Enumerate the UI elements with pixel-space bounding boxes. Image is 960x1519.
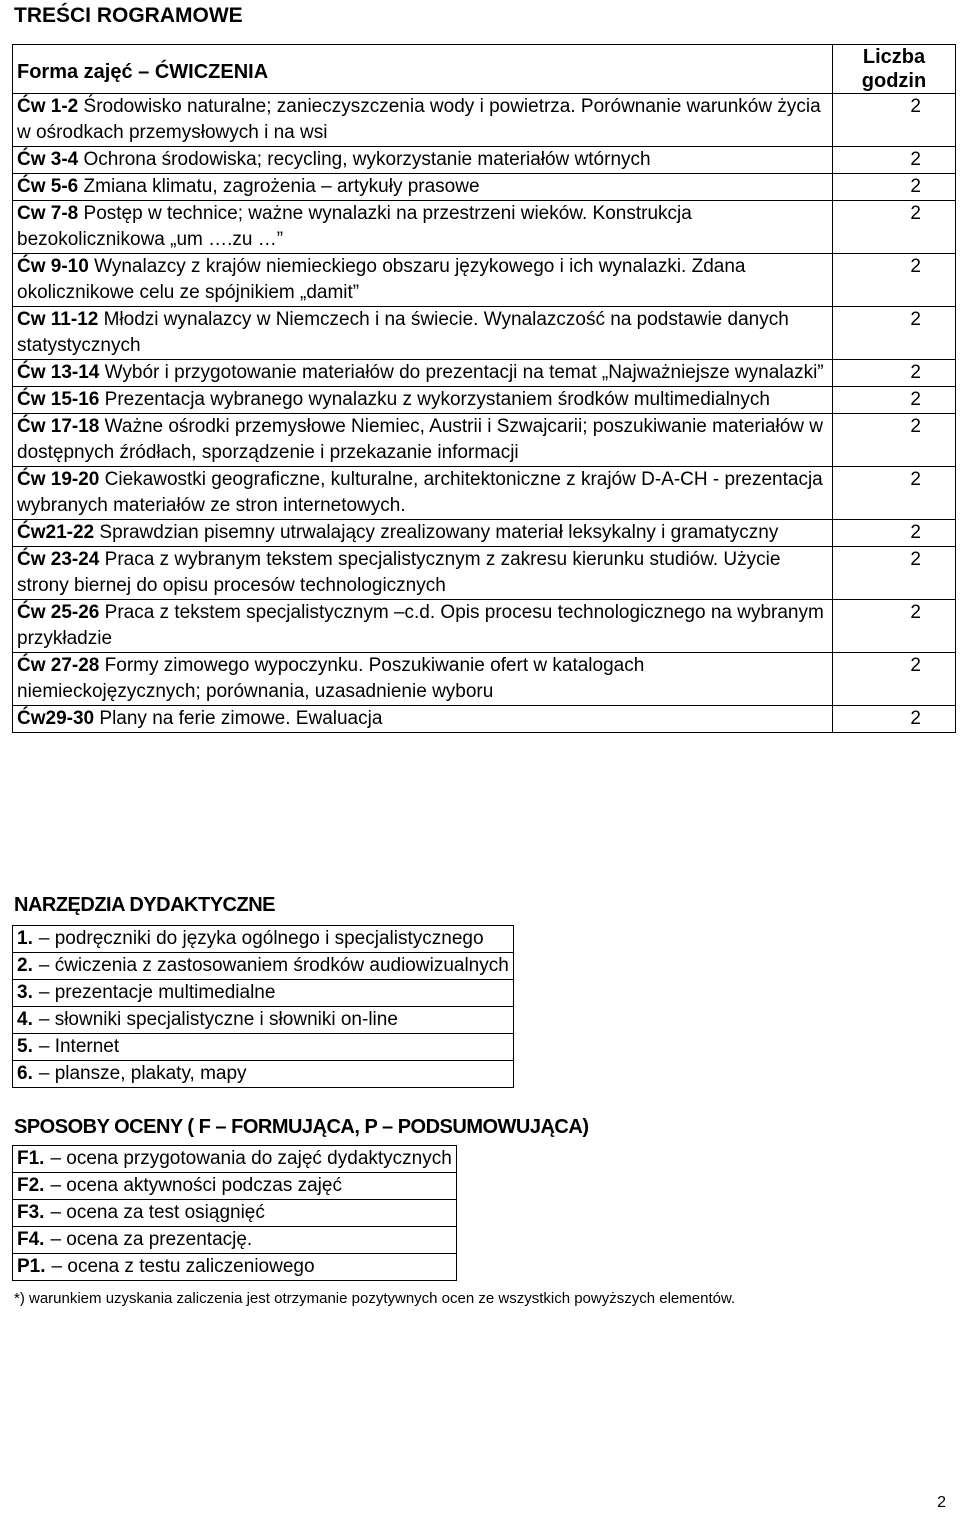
item-text: – słowniki specjalistyczne i słowniki on-line xyxy=(38,1009,398,1030)
class-code: Cw 11-12 xyxy=(17,309,99,330)
class-code: Ćw21-22 xyxy=(17,522,95,543)
class-code: Ćw 3-4 xyxy=(17,149,79,170)
hours-cell: 2 xyxy=(833,94,956,147)
class-code: Ćw 23-24 xyxy=(17,549,100,570)
item-text: – ocena za prezentację. xyxy=(50,1229,253,1250)
topic-cell xyxy=(13,360,833,387)
topic-cell xyxy=(13,653,833,706)
topic-text: Ważne ośrodki przemysłowe Niemiec, Austrii i Szwajcarii; poszukiwanie materiałów w dostępnych źródłach, sporządzenie i przekazanie informacji xyxy=(17,416,824,463)
tool-row xyxy=(13,980,514,1007)
class-code: Ćw 1-2 xyxy=(17,96,79,117)
hours-cell: 2 xyxy=(833,600,956,653)
hours-cell: 2 xyxy=(833,547,956,600)
topic-cell xyxy=(13,600,833,653)
table-row xyxy=(13,254,956,307)
program-table xyxy=(12,44,956,733)
list-item xyxy=(13,1200,457,1227)
table-row xyxy=(13,653,956,706)
table-row xyxy=(13,360,956,387)
item-text: – plansze, plakaty, mapy xyxy=(38,1063,247,1084)
item-number: P1. xyxy=(17,1256,46,1277)
table-row xyxy=(13,547,956,600)
assessment-heading: SPOSOBY OCENY ( F – FORMUJĄCA, P – PODSUMOWUJĄCA) xyxy=(14,1116,589,1138)
hours-cell: 2 xyxy=(833,307,956,360)
item-number: F4. xyxy=(17,1229,45,1250)
topic-cell xyxy=(13,467,833,520)
topic-text: Formy zimowego wypoczynku. Poszukiwanie ofert w katalogach niemieckojęzycznych; porównania, uzasadnienie wyboru xyxy=(17,655,645,702)
item-text: – ocena przygotowania do zajęć dydaktycznych xyxy=(50,1148,452,1169)
list-item xyxy=(13,1173,457,1200)
table-row xyxy=(13,201,956,254)
topic-cell xyxy=(13,387,833,414)
class-code: Ćw29-30 xyxy=(17,708,95,729)
class-code: Ćw 5-6 xyxy=(17,176,79,197)
assessment-list xyxy=(12,1145,457,1281)
table-row xyxy=(13,307,956,360)
table-row xyxy=(13,147,956,174)
table-header-row xyxy=(13,45,956,94)
topic-text: Zmiana klimatu, zagrożenia – artykuły prasowe xyxy=(83,176,480,197)
tool-row xyxy=(13,1007,514,1034)
hours-cell: 2 xyxy=(833,520,956,547)
list-item xyxy=(13,953,514,980)
tool-row xyxy=(13,953,514,980)
assessment-row xyxy=(13,1200,457,1227)
form-label: Forma zajęć – ĆWICZENIA xyxy=(13,45,833,94)
topic-text: Praca z tekstem specjalistycznym –c.d. Opis procesu technologicznego na wybranym przykładzie xyxy=(17,602,824,649)
table-row xyxy=(13,706,956,733)
hours-cell: 2 xyxy=(833,360,956,387)
item-text: – ocena aktywności podczas zajęć xyxy=(50,1175,342,1196)
item-text: – prezentacje multimedialne xyxy=(38,982,276,1003)
item-number: 4. xyxy=(17,1009,33,1030)
topic-cell xyxy=(13,520,833,547)
class-code: Ćw 17-18 xyxy=(17,416,100,437)
topic-text: Wybór i przygotowanie materiałów do prezentacji na temat „Najważniejsze wynalazki” xyxy=(104,362,824,383)
topic-cell xyxy=(13,201,833,254)
hours-cell: 2 xyxy=(833,653,956,706)
item-text: – Internet xyxy=(38,1036,120,1057)
topic-cell xyxy=(13,147,833,174)
assessment-row xyxy=(13,1254,457,1281)
class-code: Ćw 27-28 xyxy=(17,655,100,676)
hours-cell: 2 xyxy=(833,174,956,201)
assessment-row xyxy=(13,1173,457,1200)
item-text: – ćwiczenia z zastosowaniem środków audiowizualnych xyxy=(38,955,509,976)
item-number: 5. xyxy=(17,1036,33,1057)
list-item xyxy=(13,926,514,953)
topic-cell xyxy=(13,94,833,147)
topic-cell xyxy=(13,547,833,600)
item-number: 6. xyxy=(17,1063,33,1084)
tools-heading: NARZĘDZIA DYDAKTYCZNE xyxy=(14,894,275,916)
assessment-row xyxy=(13,1227,457,1254)
page-number: 2 xyxy=(937,1494,946,1511)
tool-row xyxy=(13,926,514,953)
topic-text: Ciekawostki geograficzne, kulturalne, architektoniczne z krajów D-A-CH - prezentacja wybranych materiałów ze stron internetowych. xyxy=(17,469,823,516)
page-title: TREŚCI ROGRAMOWE xyxy=(14,4,243,27)
topic-cell xyxy=(13,307,833,360)
topic-text: Środowisko naturalne; zanieczyszczenia wody i powietrza. Porównanie warunków życia w ośrodkach przemysłowych i na wsi xyxy=(17,96,821,143)
table-row xyxy=(13,600,956,653)
list-item xyxy=(13,1034,514,1061)
class-code: Ćw 25-26 xyxy=(17,602,100,623)
hours-cell: 2 xyxy=(833,467,956,520)
table-row xyxy=(13,520,956,547)
table-row xyxy=(13,387,956,414)
tool-row xyxy=(13,1061,514,1088)
topic-text: Prezentacja wybranego wynalazku z wykorzystaniem środków multimedialnych xyxy=(104,389,770,410)
item-text: – podręczniki do języka ogólnego i specjalistycznego xyxy=(38,928,484,949)
class-code: Ćw 15-16 xyxy=(17,389,100,410)
table-row xyxy=(13,467,956,520)
topic-cell xyxy=(13,414,833,467)
item-number: 3. xyxy=(17,982,33,1003)
table-row xyxy=(13,414,956,467)
item-number: F2. xyxy=(17,1175,45,1196)
topic-text: Młodzi wynalazcy w Niemczech i na świecie. Wynalazczość na podstawie danych statystycznych xyxy=(17,309,789,356)
class-code: Cw 7-8 xyxy=(17,203,79,224)
list-item xyxy=(13,1227,457,1254)
topic-text: Ochrona środowiska; recycling, wykorzystanie materiałów wtórnych xyxy=(83,149,651,170)
hours-cell: 2 xyxy=(833,147,956,174)
hours-cell: 2 xyxy=(833,254,956,307)
class-code: Ćw 9-10 xyxy=(17,256,89,277)
item-text: – ocena z testu zaliczeniowego xyxy=(51,1256,315,1277)
hours-cell: 2 xyxy=(833,414,956,467)
list-item xyxy=(13,1254,457,1281)
list-item xyxy=(13,1146,457,1173)
list-item xyxy=(13,1061,514,1088)
footnote: *) warunkiem uzyskania zaliczenia jest otrzymanie pozytywnych ocen ze wszystkich powyższych elementów. xyxy=(14,1290,736,1307)
class-code: Ćw 19-20 xyxy=(17,469,100,490)
table-row xyxy=(13,174,956,201)
item-text: – ocena za test osiągnięć xyxy=(50,1202,265,1223)
class-code: Ćw 13-14 xyxy=(17,362,100,383)
assessment-row xyxy=(13,1146,457,1173)
topic-cell xyxy=(13,706,833,733)
item-number: F1. xyxy=(17,1148,45,1169)
topic-text: Plany na ferie zimowe. Ewaluacja xyxy=(99,708,383,729)
topic-cell xyxy=(13,254,833,307)
item-number: F3. xyxy=(17,1202,45,1223)
topic-cell xyxy=(13,174,833,201)
hours-cell: 2 xyxy=(833,201,956,254)
topic-text: Wynalazcy z krajów niemieckiego obszaru językowego i ich wynalazki. Zdana okolicznikowe celu ze spójnikiem „damit” xyxy=(17,256,746,303)
topic-text: Sprawdzian pisemny utrwalający zrealizowany materiał leksykalny i gramatyczny xyxy=(99,522,779,543)
table-row xyxy=(13,94,956,147)
tool-row xyxy=(13,1034,514,1061)
tools-list xyxy=(12,925,514,1088)
item-number: 1. xyxy=(17,928,33,949)
hours-header: Liczba godzin xyxy=(833,45,956,94)
item-number: 2. xyxy=(17,955,33,976)
hours-cell: 2 xyxy=(833,387,956,414)
hours-cell: 2 xyxy=(833,706,956,733)
topic-text: Postęp w technice; ważne wynalazki na przestrzeni wieków. Konstrukcja bezokolicznikowa „um ….zu …” xyxy=(17,203,692,250)
list-item xyxy=(13,980,514,1007)
topic-text: Praca z wybranym tekstem specjalistycznym z zakresu kierunku studiów. Użycie strony biernej do opisu procesów technologicznych xyxy=(17,549,781,596)
list-item xyxy=(13,1007,514,1034)
